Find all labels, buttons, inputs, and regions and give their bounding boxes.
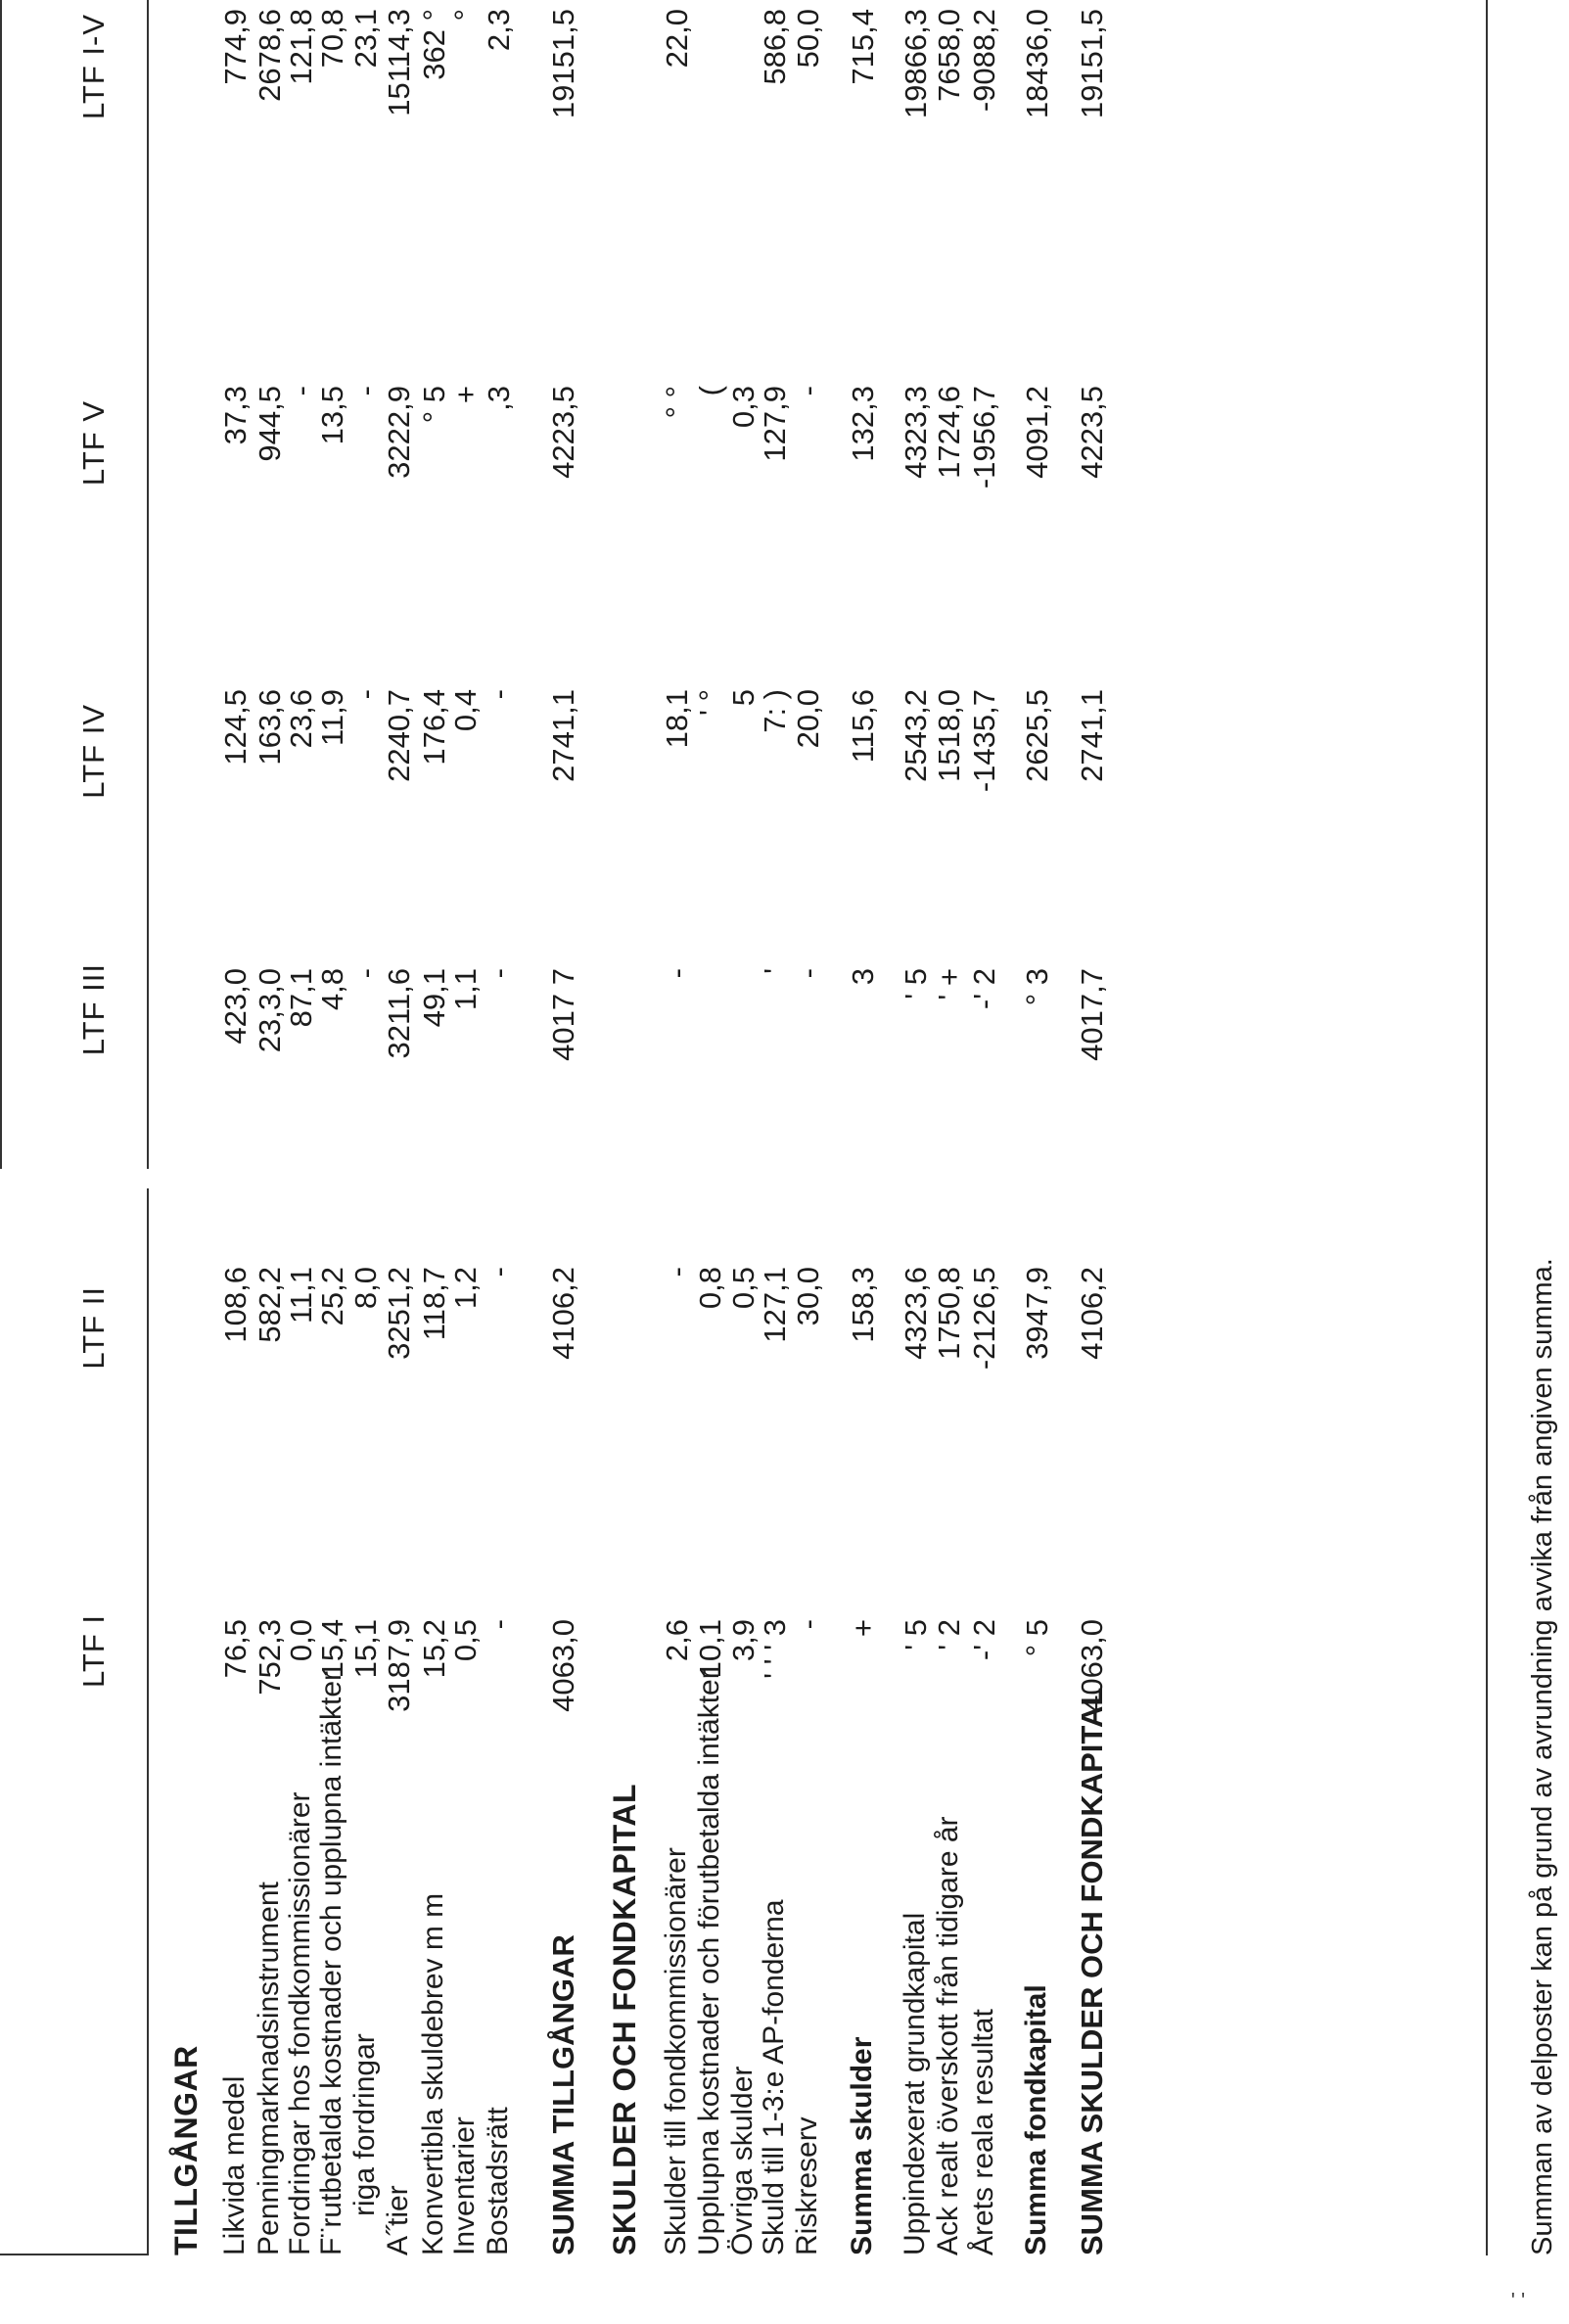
column-header: LTF I xyxy=(76,1614,111,1689)
table-cell: + xyxy=(846,1619,880,1638)
row-label: Årets reala resultat xyxy=(967,2009,999,2255)
table-cell: - xyxy=(348,968,383,979)
table-cell: 87,1 xyxy=(284,968,318,1028)
table-cell: 0,5 xyxy=(448,1619,483,1662)
table-cell: 22,0 xyxy=(660,9,694,69)
table-cell: 121,8 xyxy=(284,9,318,85)
table-cell: 0,8 xyxy=(693,1267,727,1310)
row-label: Riskreserv xyxy=(791,2116,823,2255)
table-cell: 50,0 xyxy=(791,9,825,69)
table-cell: 0,4 xyxy=(448,689,483,732)
row-label: Fordringar hos fondkommissionärer xyxy=(284,1791,316,2255)
table-cell: 23,6 xyxy=(284,689,318,749)
footnote: Summan av delposter kan på grund av avrundning avvika från angiven summa. xyxy=(1527,1258,1558,2255)
table-cell: 23,1 xyxy=(348,9,383,69)
table-cell: - xyxy=(660,1267,694,1278)
table-cell: 3211,6 xyxy=(382,968,416,1059)
row-label: riga fordringar xyxy=(348,2033,381,2216)
header-overline xyxy=(0,0,2,1169)
table-cell: 108,6 xyxy=(218,1267,253,1343)
row-label: Uppindexerat grundkapital xyxy=(899,1912,931,2255)
row-label: Upplupna kostnader och förutbetalda intäkter xyxy=(693,1669,725,2255)
table-cell: - xyxy=(791,968,825,979)
row-label: Skuld till 1-3:e AP-fonderna xyxy=(758,1899,790,2255)
table-cell: 4017 7 xyxy=(546,968,580,1061)
table-cell: 10,1 xyxy=(693,1619,727,1679)
column-header: LTF I-V xyxy=(76,14,111,120)
table-cell: 176,4 xyxy=(417,689,451,766)
table-cell: 2741,1 xyxy=(546,689,580,782)
table-cell: ' + xyxy=(932,968,966,1000)
table-cell: 4323,6 xyxy=(899,1267,933,1360)
table-cell: 4323,3 xyxy=(899,386,933,479)
table-cell: 19151,5 xyxy=(546,9,580,119)
table-cell: 8,0 xyxy=(348,1267,383,1310)
table-cell: 3251,2 xyxy=(382,1267,416,1360)
left-border xyxy=(0,2254,147,2255)
table-cell: 2,3 xyxy=(482,9,516,52)
row-label: Bostadsrätt xyxy=(482,2107,514,2255)
table-cell: 1724,6 xyxy=(932,386,966,479)
table-cell: 2741,1 xyxy=(1075,689,1109,782)
table-cell: ° 3 xyxy=(1020,968,1054,1006)
table-cell: ' xyxy=(758,968,792,974)
row-label: Övriga skulder xyxy=(726,2066,759,2255)
table-cell: 0,0 xyxy=(284,1619,318,1662)
table-cell: ' 5 xyxy=(899,968,933,999)
table-cell: 15,4 xyxy=(315,1619,349,1679)
row-label: SUMMA TILLGÅNGAR xyxy=(546,1934,580,2255)
table-cell: 37,3 xyxy=(218,386,253,445)
table-cell: 7658,0 xyxy=(932,9,966,102)
table-cell: 118,7 xyxy=(417,1267,451,1341)
table-cell: ° 5 xyxy=(1020,1619,1054,1657)
row-label: Konvertibla skuldebrev m m xyxy=(417,1892,449,2255)
table-cell: 158,3 xyxy=(846,1267,880,1343)
table-cell: - xyxy=(482,1267,516,1278)
table-cell: 23,3,0 xyxy=(253,968,287,1053)
table-cell: ° 5 xyxy=(417,386,451,424)
table-cell: 11,1 xyxy=(284,1267,318,1325)
table-cell: 2543,2 xyxy=(899,689,933,782)
table-cell: -2126,5 xyxy=(967,1267,1001,1371)
table-cell: -1435,7 xyxy=(967,689,1001,793)
column-header: LTF IV xyxy=(76,704,111,799)
table-cell: -9088,2 xyxy=(967,9,1001,113)
table-cell: -1956,7 xyxy=(967,386,1001,489)
row-label: Skulder till fondkommissionärer xyxy=(660,1847,692,2255)
table-cell: 4063,0 xyxy=(1075,1619,1109,1712)
table-cell: ' ' ' 3 xyxy=(758,1619,792,1679)
column-header: LTF II xyxy=(76,1286,111,1370)
row-label: Ack realt överskott från tidigare år xyxy=(932,1816,964,2255)
table-cell: 3 xyxy=(846,968,880,986)
table-cell: 11,9 xyxy=(315,689,349,747)
table-cell: ' ° xyxy=(693,689,727,716)
table-cell: - xyxy=(660,968,694,979)
table-cell: 362 ° xyxy=(417,9,451,80)
table-cell: 2,6 xyxy=(660,1619,694,1662)
row-label: Penningmarknadsinstrument xyxy=(253,1882,285,2255)
table-cell: - xyxy=(284,386,318,396)
row-label: Likvida medel xyxy=(218,2075,251,2255)
table-cell: 20,0 xyxy=(791,689,825,749)
table-cell: 582,2 xyxy=(253,1267,287,1343)
table-cell: 124,5 xyxy=(218,689,253,766)
table-cell: 4223,5 xyxy=(1075,386,1109,479)
row-label: Inventarier xyxy=(448,2116,481,2255)
table-cell: ' 2 xyxy=(932,1619,966,1650)
table-cell: 18436,0 xyxy=(1020,9,1054,119)
table-cell: 1,2 xyxy=(448,1267,483,1310)
row-label: Summa fondkapital xyxy=(1020,1984,1052,2255)
table-cell: 127,1 xyxy=(758,1267,792,1343)
table-cell: - xyxy=(482,689,516,700)
table-cell: 4017,7 xyxy=(1075,968,1109,1061)
table-cell: 3187,9 xyxy=(382,1619,416,1712)
table-cell: -' 2 xyxy=(967,1619,1001,1661)
table-cell: 715,4 xyxy=(846,9,880,85)
table-cell: 7: ) xyxy=(758,689,792,733)
table-cell: 0,3 xyxy=(726,386,761,429)
table-cell: 4106,2 xyxy=(546,1267,580,1360)
table-cell: - xyxy=(482,968,516,979)
table-cell: 944,5 xyxy=(253,386,287,462)
table-cell: 15114,3 xyxy=(382,9,416,116)
table-cell: 4091,2 xyxy=(1020,386,1054,479)
table-cell: 15,1 xyxy=(348,1619,383,1679)
row-label: F¨rutbetalda kostnader och upplupna intäkter xyxy=(315,1670,347,2255)
table-cell: ' 5 xyxy=(899,1619,933,1650)
table-cell: 132,3 xyxy=(846,386,880,462)
table-cell: 3947,9 xyxy=(1020,1267,1054,1360)
column-header: LTF V xyxy=(76,400,111,487)
table-cell: 30,0 xyxy=(791,1267,825,1326)
table-cell: -' 2 xyxy=(967,968,1001,1010)
table-cell: 1750,8 xyxy=(932,1267,966,1360)
table-cell: ,3 xyxy=(482,386,516,411)
table-cell: 3222,9 xyxy=(382,386,416,479)
table-cell: 4223,5 xyxy=(546,386,580,479)
column-header: LTF III xyxy=(76,963,111,1056)
table-cell: 0,5 xyxy=(726,1267,761,1310)
table-cell: 2625,5 xyxy=(1020,689,1054,782)
table-cell: 4,8 xyxy=(315,968,349,1011)
page-mark: ' ' xyxy=(1510,2288,1526,2313)
table-cell: 2240,7 xyxy=(382,689,416,782)
header-rule-right xyxy=(147,0,149,1169)
table-cell: ° xyxy=(448,9,483,22)
table-cell: 5 xyxy=(726,689,761,707)
table-cell: 586,8 xyxy=(758,9,792,85)
row-label: A˝tier xyxy=(382,2185,414,2255)
table-cell: 25,2 xyxy=(315,1267,349,1326)
table-cell: - xyxy=(791,1619,825,1630)
table-cell: 774,9 xyxy=(218,9,253,85)
table-cell: 1,1 xyxy=(448,968,483,1011)
table-cell: 76,5 xyxy=(218,1619,253,1679)
table-cell: + xyxy=(448,386,483,404)
table-cell: 163,6 xyxy=(253,689,287,766)
table-cell: 13,5 xyxy=(315,386,349,445)
header-rule-left xyxy=(147,1188,149,2255)
table-cell: - xyxy=(482,1619,516,1630)
table-cell: 115,6 xyxy=(846,689,880,764)
table-cell: ( xyxy=(693,386,727,396)
table-cell: 19866,3 xyxy=(899,9,933,119)
table-cell: 15,2 xyxy=(417,1619,451,1679)
table-cell: 19151,5 xyxy=(1075,9,1109,119)
row-label: SUMMA SKULDER OCH FONDKAPITAL xyxy=(1075,1687,1109,2255)
section-heading: TILLGÅNGAR xyxy=(168,2045,204,2255)
footer-rule xyxy=(1486,0,1488,2255)
table-cell: 752,3 xyxy=(253,1619,287,1696)
table-cell: 70,8 xyxy=(315,9,349,69)
table-cell: 423,0 xyxy=(218,968,253,1045)
table-cell: 4063,0 xyxy=(546,1619,580,1712)
table-cell: 3,9 xyxy=(726,1619,761,1662)
table-cell: 2678,6 xyxy=(253,9,287,102)
table-cell: 49,1 xyxy=(417,968,451,1028)
section-heading: SKULDER OCH FONDKAPITAL xyxy=(607,1784,642,2255)
table-cell: 4106,2 xyxy=(1075,1267,1109,1360)
table-cell: - xyxy=(348,689,383,700)
row-label: Summa skulder xyxy=(846,2036,878,2255)
table-cell: - xyxy=(791,386,825,396)
table-cell: 18,1 xyxy=(660,689,694,749)
table-cell: - xyxy=(348,386,383,396)
table-cell: 1518,0 xyxy=(932,689,966,782)
table-cell: ° ° xyxy=(660,386,694,419)
table-cell: 127,9 xyxy=(758,386,792,462)
